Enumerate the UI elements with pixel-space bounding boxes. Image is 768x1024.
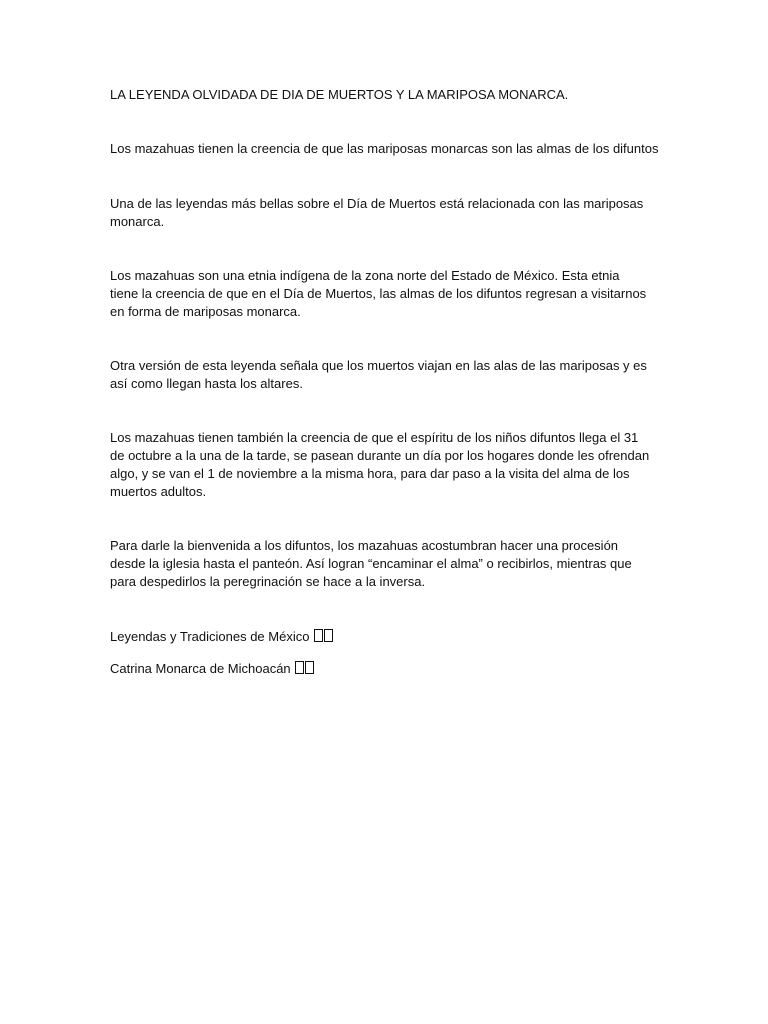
paragraph: Una de las leyendas más bellas sobre el Día de Muertos está relacionada con las mariposas monarca. [110, 196, 644, 229]
footer-line-text: Catrina Monarca de Michoacán [110, 661, 291, 676]
paragraph: Otra versión de esta leyenda señala que los muertos viajan en las alas de las mariposas y es así como llegan hasta los altares. [110, 358, 647, 391]
footer-line-leyendas [110, 628, 650, 646]
paragraph: Los mazahuas tienen la creencia de que las mariposas monarcas son las almas de los difuntos [110, 141, 659, 156]
paragraph: Para darle la bienvenida a los difuntos, los mazahuas acostumbran hacer una procesión desde la iglesia hasta el panteón. Así logran “encaminar el alma” o recibirlos, mientras que para despedirlos la peregrinación se hace a la inversa. [110, 538, 632, 589]
missing-glyph-icon [324, 629, 333, 642]
paragraph: Los mazahuas son una etnia indígena de la zona norte del Estado de México. Esta etnia tiene la creencia de que en el Día de Muertos, las almas de los difuntos regresan a visitarnos en forma de mariposas monarca. [110, 268, 647, 319]
footer-line-text: Leyendas y Tradiciones de México [110, 629, 310, 644]
document-title: LA LEYENDA OLVIDADA DE DIA DE MUERTOS Y LA MARIPOSA MONARCA. [110, 87, 569, 102]
missing-glyph-icon [305, 661, 314, 674]
paragraph: Los mazahuas tienen también la creencia de que el espíritu de los niños difuntos llega el 31 de octubre a la una de la tarde, se pasean durante un día por los hogares donde les ofrendan algo, y se van el 1 de noviembre a la misma hora, para dar paso a la visita del alma de los muertos adultos. [110, 430, 650, 499]
missing-glyph-icon [295, 661, 304, 674]
missing-glyph-icon [314, 629, 323, 642]
footer-line-catrina [110, 660, 650, 678]
